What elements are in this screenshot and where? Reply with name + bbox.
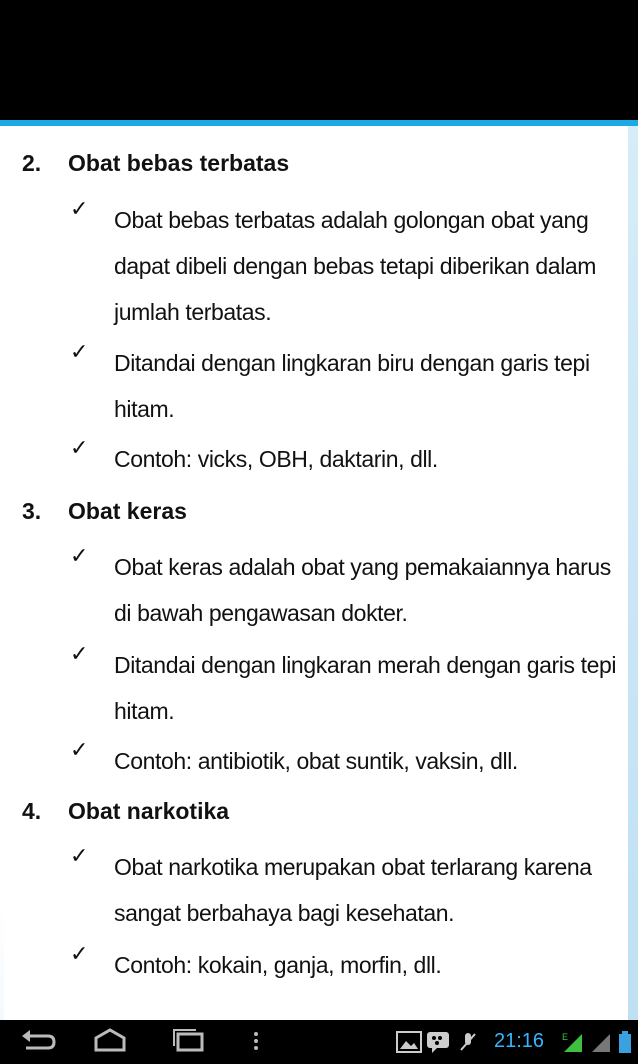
system-navigation-bar [0, 1020, 638, 1064]
list-item-text: Obat keras adalah obat yang pemakaiannya harus di bawah pengawasan dokter. [114, 554, 611, 626]
home-icon[interactable] [90, 1026, 130, 1061]
section-number: 2. [22, 150, 42, 176]
section-number: 4. [22, 798, 42, 824]
check-icon: ✓ [70, 544, 89, 569]
check-icon: ✓ [70, 340, 89, 365]
slide-page [4, 126, 628, 1020]
section-title: Obat bebas terbatas [68, 150, 290, 176]
muted-mic-icon [458, 1030, 478, 1059]
section-heading [22, 150, 289, 177]
signal-icon [560, 1030, 584, 1059]
signal-icon-2 [588, 1030, 612, 1059]
list-item-text: Contoh: vicks, OBH, daktarin, dll. [114, 446, 438, 472]
section-title: Obat narkotika [68, 798, 230, 824]
section-heading [22, 798, 229, 825]
gallery-notification-icon [396, 1030, 422, 1059]
section-number: 3. [22, 498, 42, 524]
bbm-notification-icon [426, 1030, 452, 1059]
recent-apps-icon[interactable] [168, 1026, 208, 1061]
back-icon[interactable] [18, 1026, 58, 1061]
list-item-text: Ditandai dengan lingkaran biru dengan garis tepi hitam. [114, 350, 590, 422]
clock: 21:16 [494, 1030, 545, 1052]
check-icon: ✓ [70, 942, 89, 967]
check-icon: ✓ [70, 738, 89, 763]
check-icon: ✓ [70, 844, 89, 869]
list-item-text: Obat narkotika merupakan obat terlarang karena sangat berbahaya bagi kesehatan. [114, 854, 592, 926]
check-icon: ✓ [70, 197, 89, 222]
section-heading [22, 498, 187, 525]
check-icon: ✓ [70, 642, 89, 667]
signal-label: E [562, 1032, 569, 1042]
slide-viewer[interactable] [0, 120, 638, 1020]
menu-icon[interactable] [250, 1026, 262, 1061]
list-item-text: Obat bebas terbatas adalah golongan obat yang dapat dibeli dengan bebas tetapi diberikan dalam jumlah terbatas. [114, 207, 597, 325]
slide-edge [628, 126, 638, 1020]
check-icon: ✓ [70, 436, 89, 461]
top-black-bar [0, 0, 638, 120]
section-title: Obat keras [68, 498, 187, 524]
list-item-text: Ditandai dengan lingkaran merah dengan garis tepi hitam. [114, 652, 617, 724]
list-item-text: Contoh: kokain, ganja, morfin, dll. [114, 952, 442, 978]
battery-icon [618, 1030, 632, 1059]
list-item-text: Contoh: antibiotik, obat suntik, vaksin, dll. [114, 748, 518, 774]
